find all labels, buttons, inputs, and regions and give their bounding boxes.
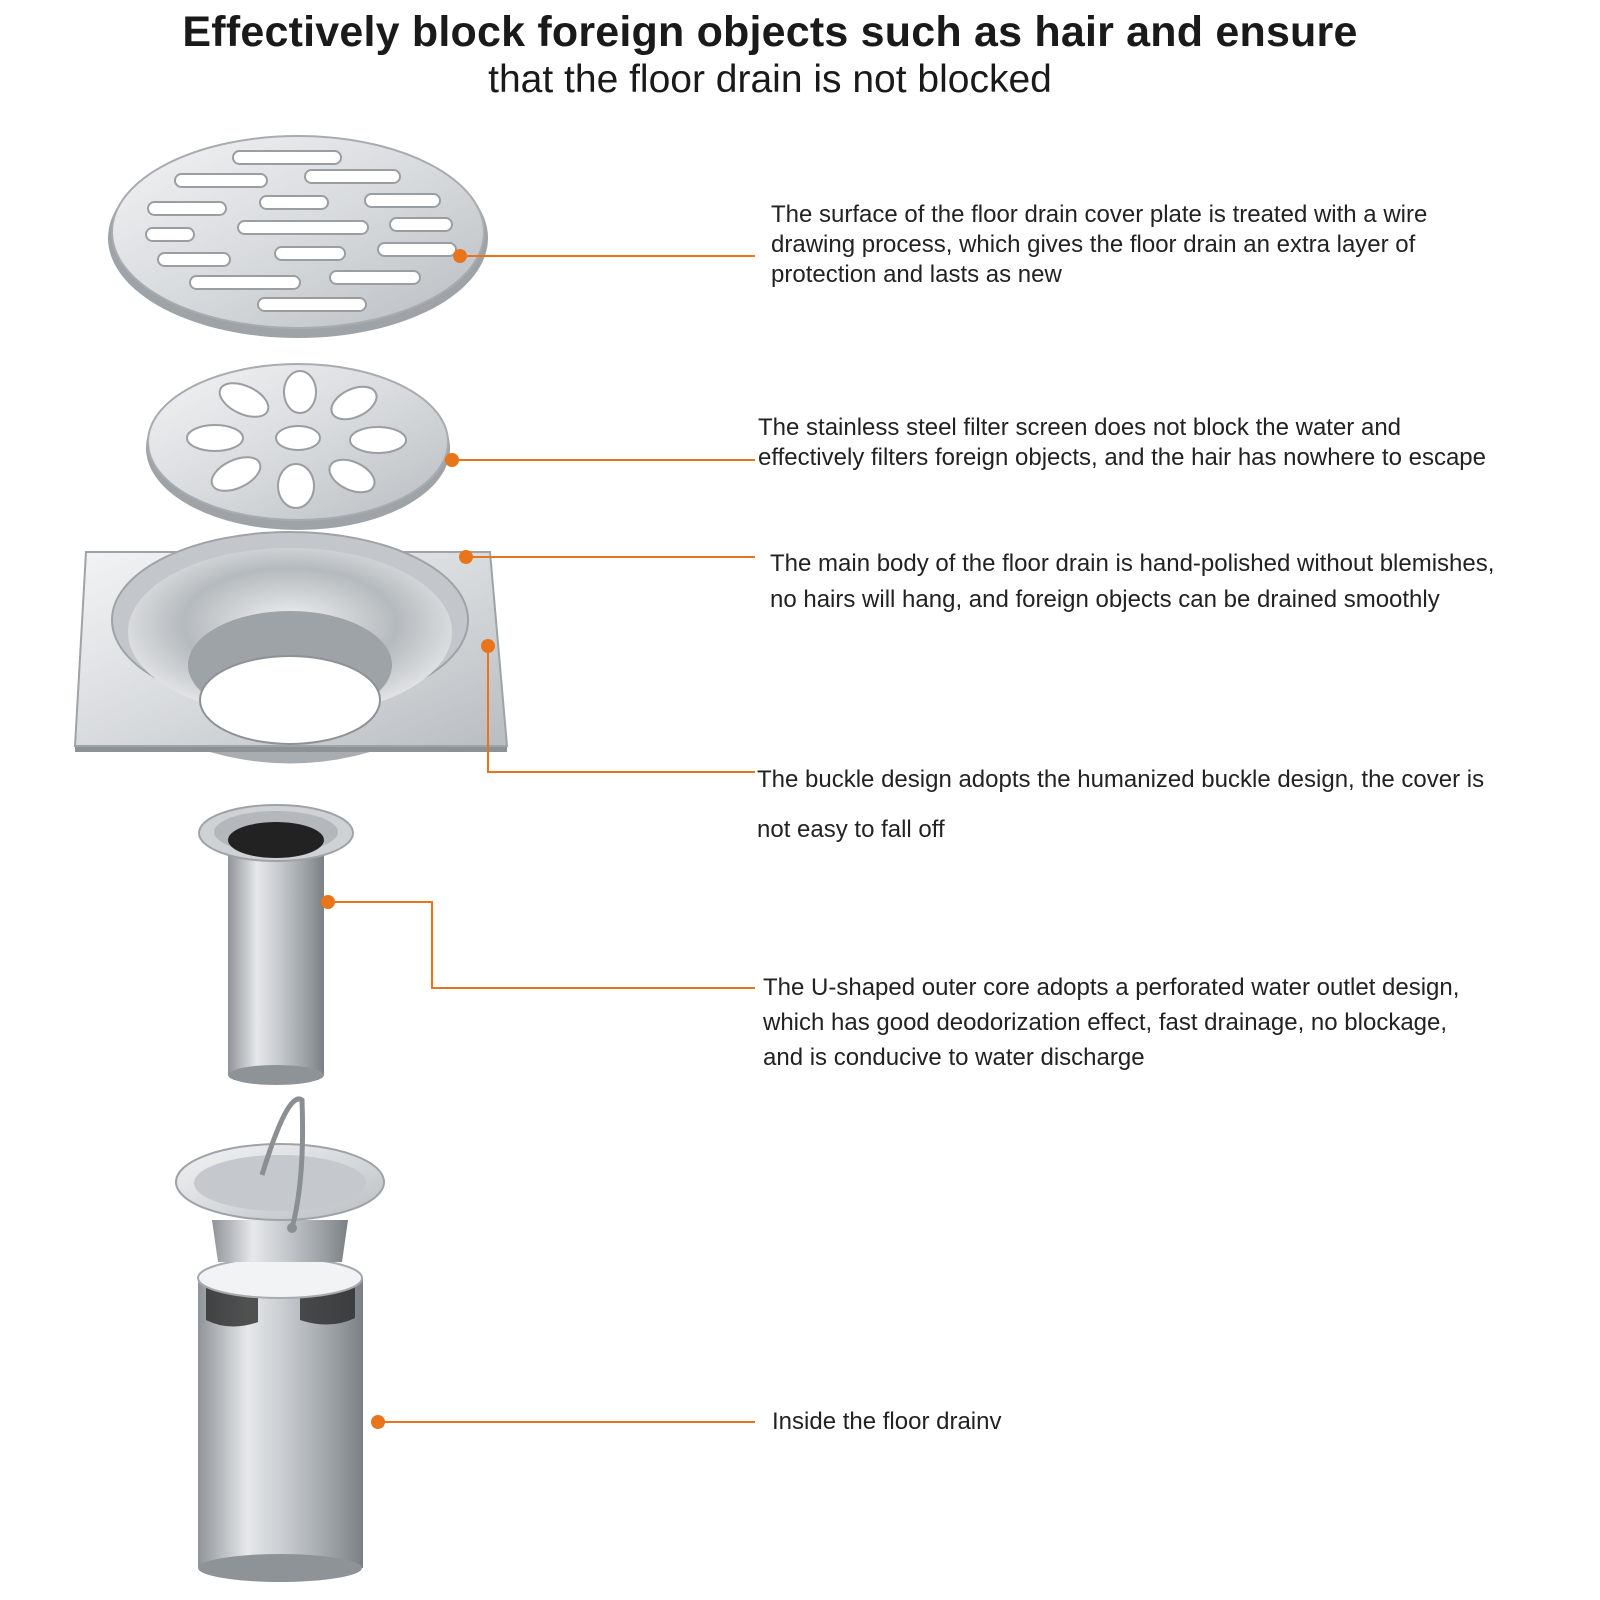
page-title: Effectively block foreign objects such as hair and ensure [182, 8, 1358, 56]
callout-line: effectively filters foreign objects, and the hair has nowhere to escape [758, 444, 1486, 471]
callout-line: protection and lasts as new [771, 261, 1062, 288]
cover-plate-icon [108, 136, 488, 338]
pipe-icon [199, 805, 353, 1085]
page-subtitle: that the floor drain is not blocked [488, 58, 1052, 101]
core-cup-icon [176, 1099, 384, 1582]
callout-line: Inside the floor drainv [772, 1408, 1002, 1435]
callout-filter-screen [758, 413, 1486, 473]
callout-buckle [757, 755, 1484, 855]
callout-outer-core [763, 970, 1459, 1075]
callout-line: The surface of the floor drain cover plate is treated with a wire [771, 201, 1428, 228]
callout-inside [772, 1407, 1001, 1437]
callout-cover-plate [771, 200, 1427, 290]
callout-line: drawing process, which gives the floor drain an extra layer of [771, 231, 1416, 258]
callout-line: The main body of the floor drain is hand-polished without blemishes, [770, 550, 1495, 577]
callout-line: not easy to fall off [757, 816, 945, 843]
callout-line: The stainless steel filter screen does not block the water and [758, 414, 1402, 441]
callout-line: The buckle design adopts the humanized buckle design, the cover is [757, 766, 1485, 793]
callout-line: which has good deodorization effect, fast drainage, no blockage, [763, 1009, 1448, 1036]
callout-line: no hairs will hang, and foreign objects can be drained smoothly [770, 586, 1440, 613]
callout-line: and is conducive to water discharge [763, 1044, 1145, 1071]
callout-main-body [770, 546, 1494, 618]
drain-body-icon [75, 532, 507, 764]
callout-line: The U-shaped outer core adopts a perforated water outlet design, [763, 974, 1460, 1001]
filter-screen-icon [146, 364, 450, 530]
